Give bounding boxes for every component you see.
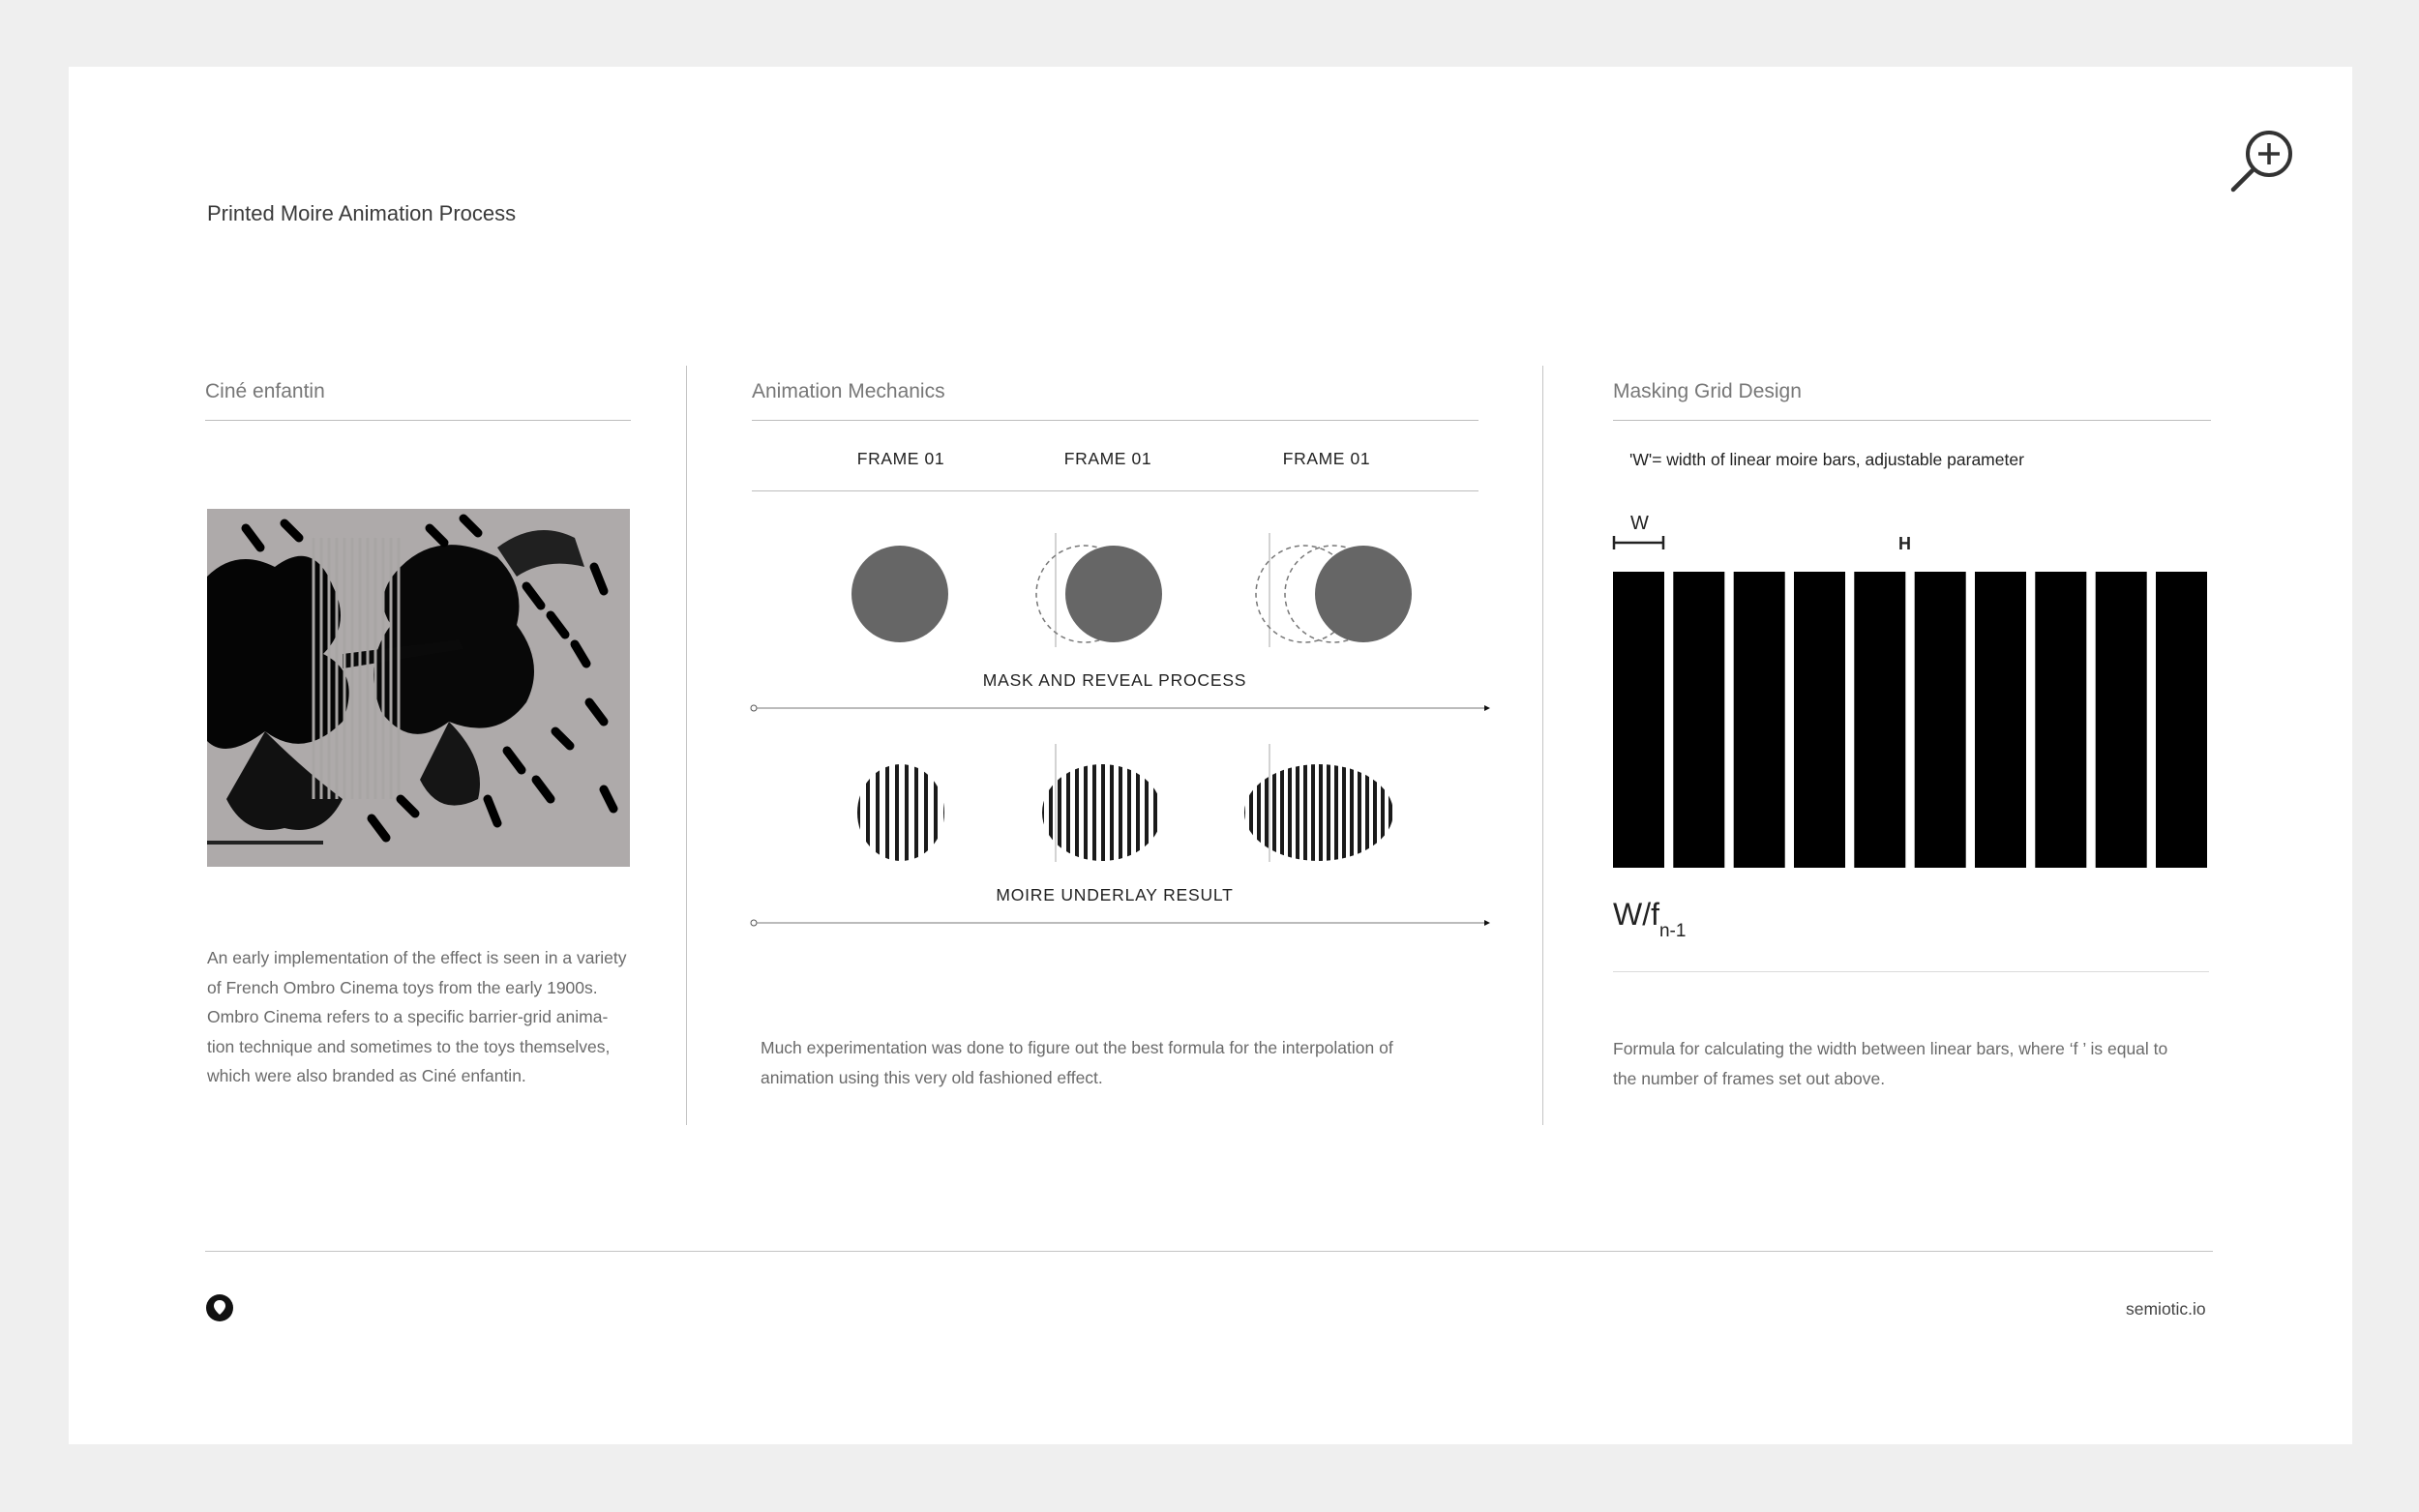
left-panel-description (207, 943, 652, 1091)
footer-rule (205, 1251, 2213, 1252)
moire-ellipse (1042, 764, 1162, 861)
middle-panel-title: Animation Mechanics (752, 380, 945, 402)
frame2-circle (1065, 546, 1162, 642)
text-line: of French Ombro Cinema toys from the early 1900s. (207, 977, 598, 997)
w-parameter-description: 'W'= width of linear moire bars, adjustable parameter (1629, 450, 2024, 469)
width-formula (1613, 897, 1686, 942)
mask-caption: MASK AND REVEAL PROCESS (982, 670, 1247, 690)
timeline-arrow (746, 700, 1501, 716)
formula-rule (1613, 971, 2209, 972)
site-link[interactable]: semiotic.io (2126, 1299, 2206, 1319)
right-panel-description (1613, 1034, 2232, 1093)
text-line: Formula for calculating the width between linear bars, where ‘f ’ is equal to (1613, 1039, 2168, 1058)
right-panel-rule (1613, 420, 2211, 421)
grid-bar (1915, 572, 1966, 868)
middle-panel-rule (752, 420, 1478, 421)
middle-panel-description (761, 1033, 1496, 1092)
text-line: the number of frames set out above. (1613, 1068, 1886, 1088)
page-title: Printed Moire Animation Process (207, 201, 517, 225)
grid-bar (2035, 572, 2086, 868)
left-panel-rule (205, 420, 631, 421)
grid-bar (1613, 572, 1664, 868)
grid-bar (1794, 572, 1845, 868)
left-panel-title: Ciné enfantin (205, 380, 325, 402)
h-label: H (1898, 534, 1911, 553)
text-line: animation using this very old fashioned effect. (761, 1067, 1103, 1087)
frame-label: FRAME 01 (856, 449, 945, 468)
slide-card (69, 67, 2352, 1444)
column-divider (686, 366, 687, 1125)
frame3-circle (1315, 546, 1412, 642)
grid-bar (2096, 572, 2147, 868)
moire-ellipse (857, 764, 944, 861)
pin-logo-icon[interactable] (205, 1293, 234, 1322)
text-line: Ombro Cinema refers to a specific barrier-grid anima- (207, 1007, 609, 1026)
grid-bar (1734, 572, 1785, 868)
right-panel-title: Masking Grid Design (1613, 380, 1802, 402)
moire-result-diagram (752, 744, 1487, 879)
grid-bar (1975, 572, 2026, 868)
frame-label: FRAME 01 (1282, 449, 1371, 468)
moire-ellipse (1244, 764, 1393, 861)
text-line: which were also branded as Ciné enfantin. (207, 1066, 526, 1085)
w-dimension-marker (1612, 535, 1666, 550)
ombro-cinema-photo (207, 509, 630, 867)
text-line: Much experimentation was done to figure out the best formula for the interpolation of (761, 1038, 1393, 1057)
text-line: tion technique and sometimes to the toys themselves, (207, 1036, 611, 1056)
zoom-in-icon[interactable] (2225, 125, 2302, 202)
frame-label: FRAME 01 (1063, 449, 1152, 468)
column-divider (1542, 366, 1543, 1125)
grid-bar (1673, 572, 1724, 868)
frame1-circle (851, 546, 948, 642)
text-line: An early implementation of the effect is seen in a variety (207, 948, 627, 967)
grid-bar (2156, 572, 2207, 868)
formula-main: W/f (1613, 897, 1659, 932)
w-label: W (1630, 513, 1649, 534)
timeline-arrow (746, 915, 1501, 931)
grid-bar (1854, 572, 1905, 868)
frames-rule (752, 490, 1478, 491)
moire-caption: MOIRE UNDERLAY RESULT (996, 885, 1234, 904)
formula-subscript: n-1 (1658, 921, 1687, 941)
masking-grid-bars (1613, 572, 2213, 872)
